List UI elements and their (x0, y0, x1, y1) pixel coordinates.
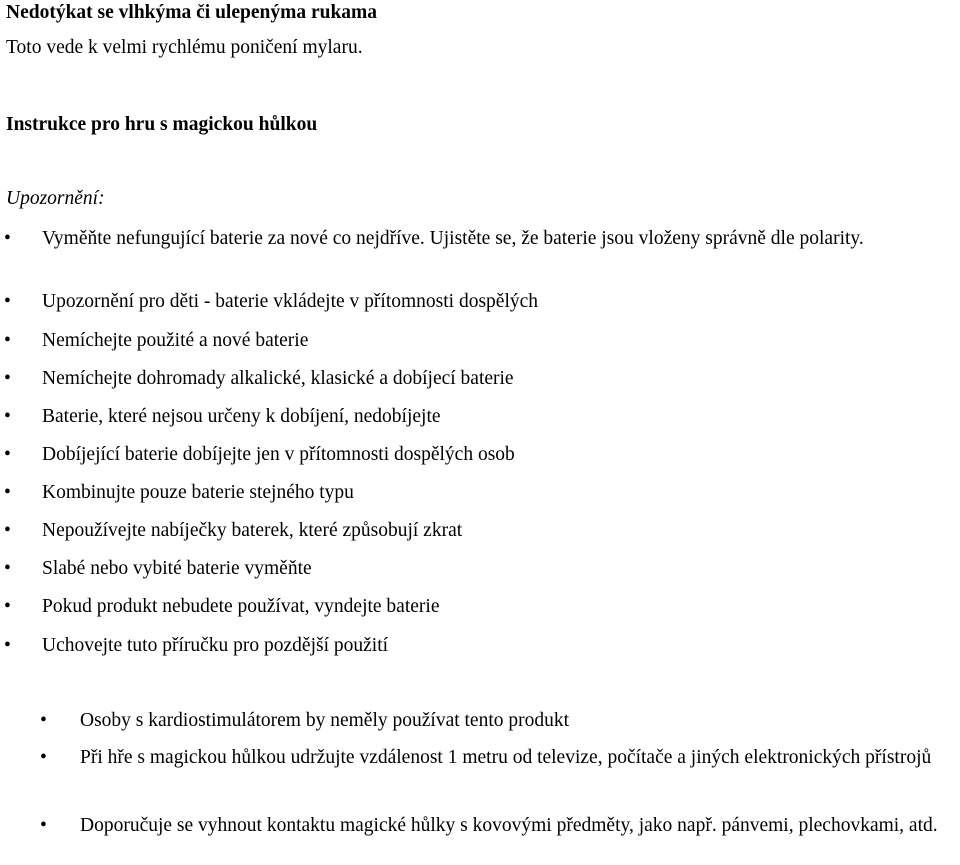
bullet-icon: • (4, 330, 11, 351)
bullet-icon: • (4, 482, 11, 503)
list-item-text: Uchovejte tuto příručku pro pozdější použití (42, 635, 389, 656)
bullet-icon: • (4, 291, 11, 312)
list-item-text: Kombinujte pouze baterie stejného typu (42, 482, 354, 503)
bullet-icon: • (4, 596, 11, 617)
bullet-icon: • (4, 406, 11, 427)
list-item-text: Dobíjející baterie dobíjejte jen v přítomnosti dospělých osob (42, 444, 515, 465)
list-item-text: Doporučuje se vyhnout kontaktu magické hůlky s kovovými předměty, jako např. pánvemi, plechovkami, atd. (80, 815, 938, 836)
bullet-icon: • (40, 815, 47, 836)
heading-handling-warning: Nedotýkat se vlhkýma či ulepenýma rukama (6, 2, 378, 23)
bullet-icon: • (40, 747, 47, 768)
mylar-damage-note: Toto vede k velmi rychlému poničení mylaru. (6, 37, 363, 58)
list-item-text: Nemíchejte dohromady alkalické, klasické a dobíjecí baterie (42, 368, 514, 389)
list-item-text: Pokud produkt nebudete používat, vyndejte baterie (42, 596, 440, 617)
list-item-text: Při hře s magickou hůlkou udržujte vzdálenost 1 metru od televize, počítače a jiných elektronických přístrojů (80, 747, 932, 768)
bullet-icon: • (4, 520, 11, 541)
list-item-text: Baterie, které nejsou určeny k dobíjení, nedobíjejte (42, 406, 441, 427)
list-item-text: Slabé nebo vybité baterie vyměňte (42, 558, 312, 579)
bullet-icon: • (40, 710, 47, 731)
list-item-text: Vyměňte nefungující baterie za nové co nejdříve. Ujistěte se, že baterie jsou vloženy správně dle polarity. (42, 228, 864, 249)
warning-label: Upozornění: (6, 188, 105, 209)
heading-instructions: Instrukce pro hru s magickou hůlkou (6, 114, 318, 135)
list-item-text: Osoby s kardiostimulátorem by neměly používat tento produkt (80, 710, 570, 731)
bullet-icon: • (4, 368, 11, 389)
bullet-icon: • (4, 635, 11, 656)
bullet-icon: • (4, 558, 11, 579)
bullet-icon: • (4, 228, 11, 249)
bullet-icon: • (4, 444, 11, 465)
list-item-text: Nemíchejte použité a nové baterie (42, 330, 309, 351)
list-item-text: Nepoužívejte nabíječky baterek, které způsobují zkrat (42, 520, 463, 541)
list-item-text: Upozornění pro děti - baterie vkládejte v přítomnosti dospělých (42, 291, 539, 312)
